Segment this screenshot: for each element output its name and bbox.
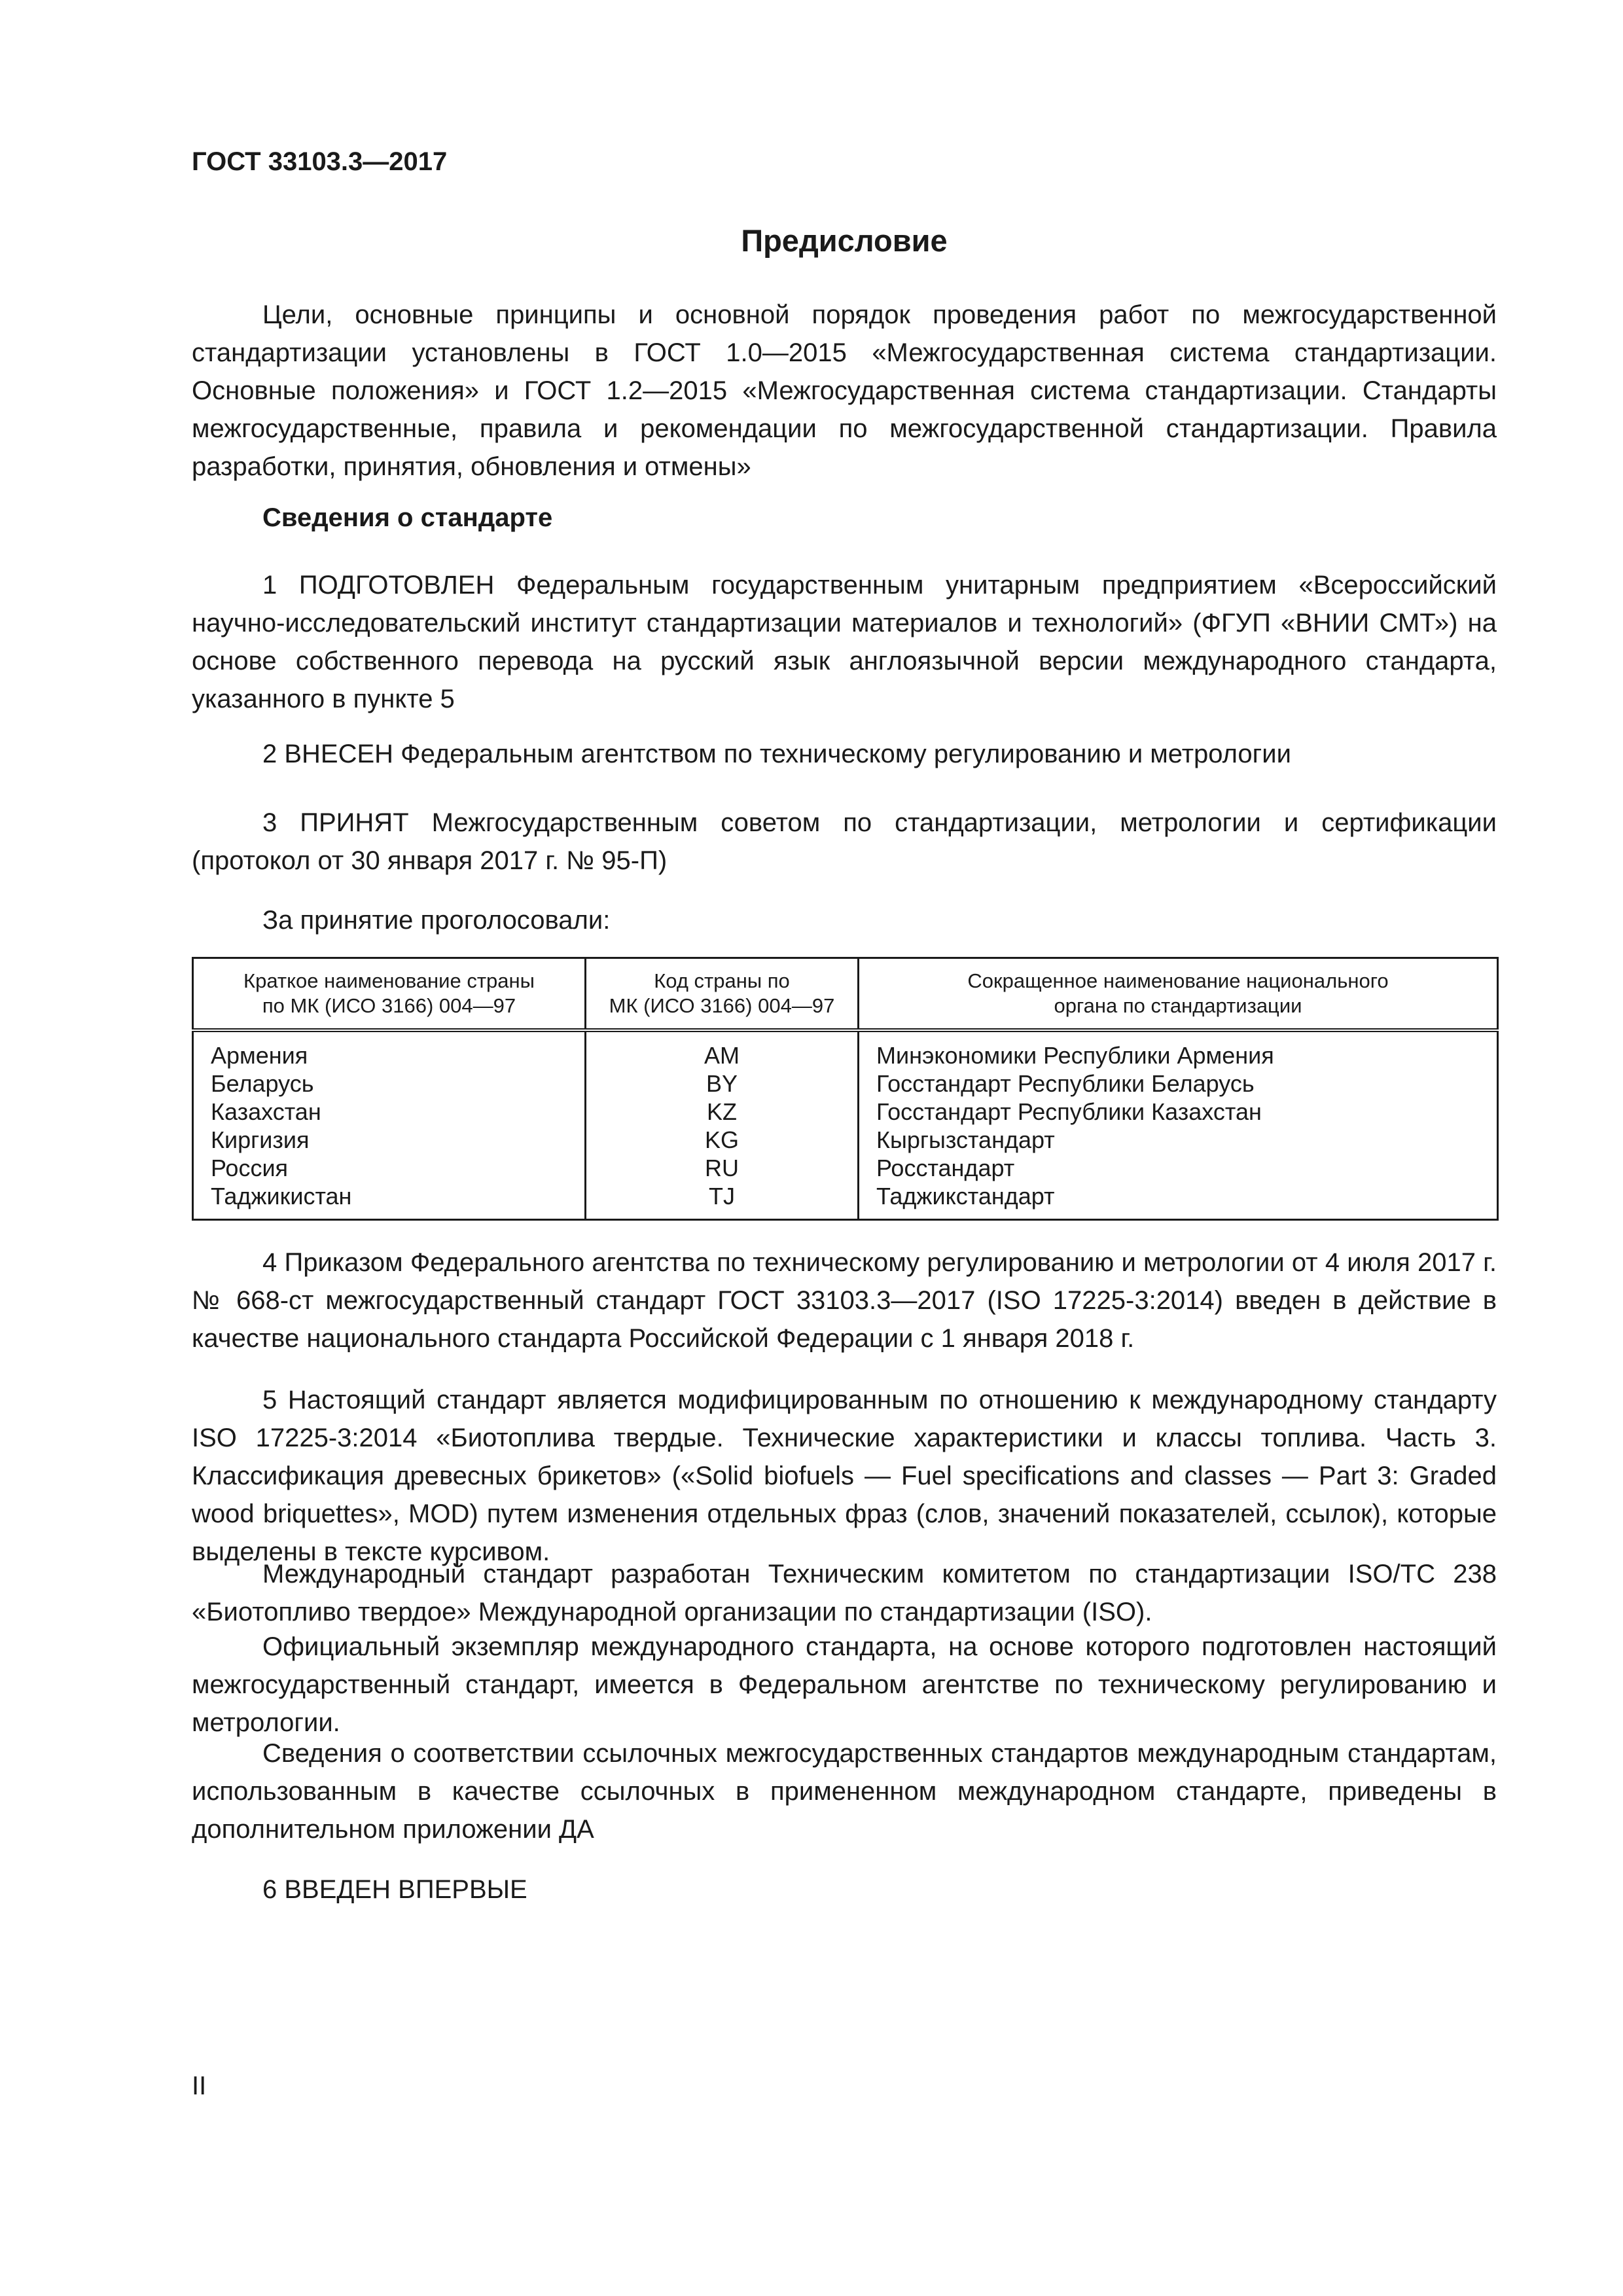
table-row (193, 1030, 1498, 1220)
item-5-paragraph: 5 Настоящий стандарт является модифицированным по отношению к международному стандарту ISO 17225-3:2014 «Биотоплива твердые. Технические характеристики и классы топлива. Часть 3. Классификация древесных брикетов» («Solid biofuels — Fuel specifications and classes — Part 3: Graded wood briquettes», MOD) путем изменения отдельных фраз (слов, значений показателей, ссылок), которые выделены в тексте курсивом. (192, 1386, 1497, 1566)
standards-body: Росстандарт (876, 1155, 1015, 1181)
country-code: BY (705, 1070, 738, 1097)
code-cell (586, 1030, 859, 1220)
country-code: KZ (706, 1098, 737, 1125)
item-5-refs-paragraph: Сведения о соответствии ссылочных межгосударственных стандартов международным стандартам, использованным в качестве ссылочных в примененном международном стандарте, приведены в дополнительном приложении ДА (192, 1739, 1497, 1844)
country-name: Киргизия (211, 1126, 310, 1153)
intro-paragraph: Цели, основные принципы и основной порядок проведения работ по межгосударственной стандартизации установлены в ГОСТ 1.0—2015 «Межгосударственная система стандартизации. Основные положения» и ГОСТ 1.2—2015 «Межгосударственная система стандартизации. Стандарты межгосударственные, правила и рекомендации по межгосударственной стандартизации. Правила разработки, принятия, обновления и отмены» (192, 300, 1497, 481)
item-4-paragraph: 4 Приказом Федерального агентства по техническому регулированию и метрологии от 4 июля 2017 г. № 668-ст межгосударственный стандарт ГОСТ 33103.3—2017 (ISO 17225-3:2014) введен в действие в качестве национального стандарта Российской Федерации с 1 января 2018 г. (192, 1248, 1497, 1353)
item-1-paragraph: 1 ПОДГОТОВЛЕН Федеральным государственным унитарным предприятием «Всероссийский научно-исследовательский институт стандартизации материалов и технологий» (ФГУП «ВНИИ СМТ») на основе собственного перевода на русский язык англоязычной версии международного стандарта, указанного в пункте 5 (192, 571, 1497, 713)
header-code: Код страны по МК (ИСО 3166) 004—97 (586, 958, 859, 1031)
table-header-row (193, 958, 1498, 1031)
section-subheading: Сведения о стандарте (262, 503, 553, 532)
country-cell (193, 1030, 586, 1220)
standards-body: Минэкономики Республики Армения (876, 1042, 1274, 1069)
vote-label: За принятие проголосовали: (262, 906, 611, 935)
standards-body: Кыргызстандарт (876, 1126, 1055, 1153)
item-3-paragraph: 3 ПРИНЯТ Межгосударственным советом по стандартизации, метрологии и сертификации (протокол от 30 января 2017 г. № 95-П) (192, 808, 1497, 875)
country-name: Таджикистан (211, 1183, 352, 1210)
voting-table (192, 957, 1499, 1221)
header-country: Краткое наименование страны по МК (ИСО 3166) 004—97 (193, 958, 586, 1031)
country-code: TJ (709, 1183, 735, 1210)
body-cell (859, 1030, 1498, 1220)
page-title: Предисловие (741, 223, 948, 258)
country-name: Беларусь (211, 1070, 314, 1097)
item-5-ts-paragraph: Международный стандарт разработан Техническим комитетом по стандартизации ISO/TC 238 «Биотопливо твердое» Международной организации по стандартизации (ISO). (192, 1560, 1497, 1626)
standards-body: Госстандарт Республики Казахстан (876, 1098, 1262, 1125)
country-code: RU (705, 1155, 739, 1181)
item-2-paragraph: 2 ВНЕСЕН Федеральным агентством по техническому регулированию и метрологии (262, 740, 1291, 768)
document-id: ГОСТ 33103.3—2017 (192, 147, 448, 176)
page-number: II (192, 2072, 207, 2100)
country-code: KG (704, 1126, 739, 1153)
item-6-paragraph: 6 ВВЕДЕН ВПЕРВЫЕ (262, 1875, 527, 1904)
country-name: Армения (211, 1042, 308, 1069)
standards-body: Госстандарт Республики Беларусь (876, 1070, 1255, 1097)
country-code: AM (704, 1042, 740, 1069)
country-name: Россия (211, 1155, 289, 1181)
header-body: Сокращенное наименование национального органа по стандартизации (859, 958, 1498, 1031)
country-name: Казахстан (211, 1098, 321, 1125)
item-5-copy-paragraph: Официальный экземпляр международного стандарта, на основе которого подготовлен настоящий межгосударственный стандарт, имеется в Федеральном агентстве по техническому регулированию и метрологии. (192, 1632, 1497, 1737)
standards-body: Таджикстандарт (876, 1183, 1055, 1210)
